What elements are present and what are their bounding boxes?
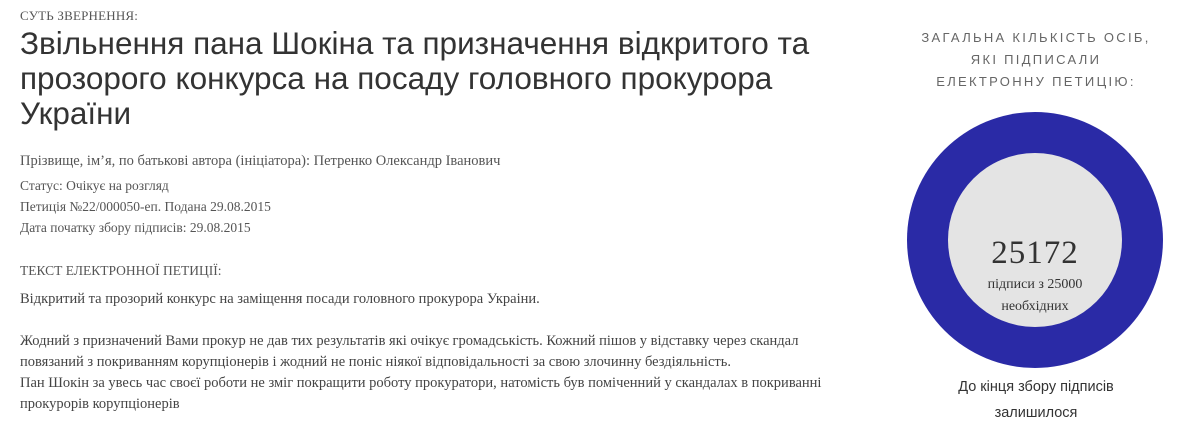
remaining-line: До кінця збору підписів	[958, 379, 1114, 395]
signatures-needed	[948, 274, 1122, 318]
count-label-line: ЕЛЕКТРОННУ ПЕТИЦІЮ:	[936, 74, 1136, 89]
author-line: Прізвище, ім’я, по батькові автора (ініціатора): Петренко Олександр Іванович	[20, 153, 501, 169]
signature-count: 25172	[991, 235, 1079, 271]
signature-progress-ring	[907, 112, 1163, 368]
signature-count-label	[903, 27, 1169, 93]
signature-progress-center	[948, 153, 1122, 327]
needed-line: необхідних	[1001, 299, 1069, 314]
status-line: Статус: Очікує на розгляд	[20, 178, 169, 193]
petition-text-label: ТЕКСТ ЕЛЕКТРОННОЇ ПЕТИЦІЇ:	[20, 263, 222, 278]
petition-text	[20, 289, 890, 415]
essence-label: СУТЬ ЗВЕРНЕННЯ:	[20, 8, 139, 23]
petition-paragraph: Пан Шокін за увесь час своєї роботи не зміг покращити роботу прокуратори, натомість був поміченний у скандалах в покриванні	[20, 375, 822, 391]
petition-paragraph: прокурорів корупціонерів	[20, 396, 180, 412]
count-label-line: ЗАГАЛЬНА КІЛЬКІСТЬ ОСІБ,	[921, 30, 1151, 45]
petition-paragraph: Жодний з призначений Вами прокур не дав тих результатів які очікує громадськість. Кожний пішов у відставку через скандал	[20, 333, 799, 349]
start-date-line: Дата початку збору підписів: 29.08.2015	[20, 220, 251, 235]
remaining-line: залишилося	[994, 405, 1078, 421]
petition-number-line: Петиція №22/000050-еп. Подана 29.08.2015	[20, 199, 271, 214]
petition-paragraph: повязаний з покриванням корупціонерів і жодний не поніс ніякої відповідальності за свою злочинну бездіяльність.	[20, 354, 731, 370]
petition-meta	[20, 151, 500, 238]
time-remaining	[903, 374, 1169, 426]
count-label-line: ЯКІ ПІДПИСАЛИ	[970, 52, 1102, 67]
needed-line: підписи з 25000	[987, 277, 1083, 292]
petition-title: Звільнення пана Шокіна та призначення відкритого та прозорого конкурса на посаду головного прокурора України	[20, 25, 810, 131]
petition-paragraph: Відкритий та прозорий конкурс на заміщення посади головного прокурора Украіни.	[20, 291, 540, 307]
